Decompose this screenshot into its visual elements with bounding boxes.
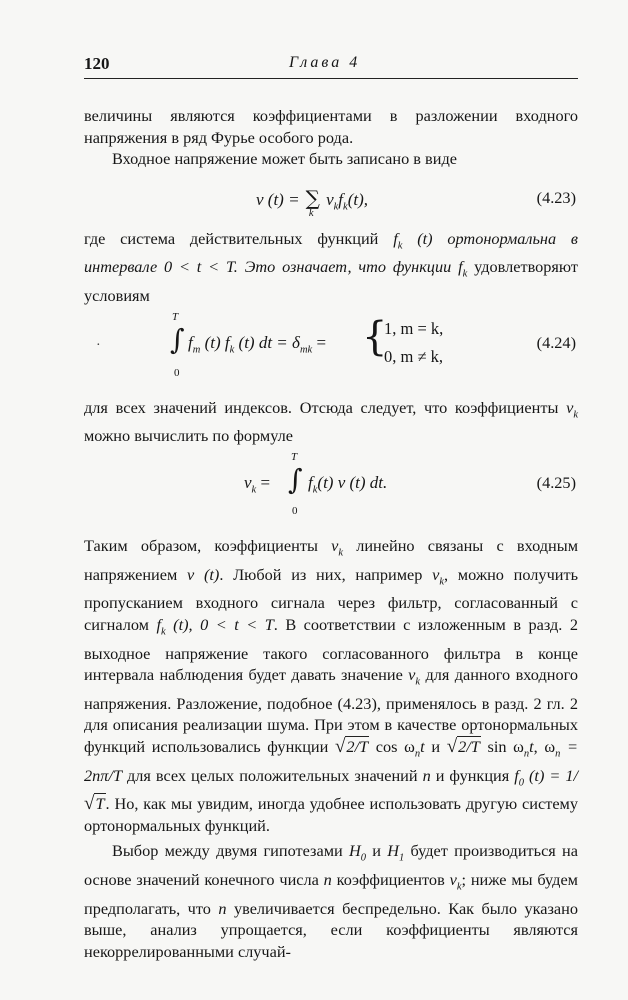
eq424-lower-limit: 0	[174, 366, 180, 379]
equation-number-4-23: (4.23)	[536, 187, 576, 207]
eq423-lhs: v (t) =	[256, 189, 300, 209]
eq423-v: v	[326, 189, 334, 209]
paragraph-4: для всех значений индексов. Отсюда следует, что коэффициенты $v_k$ можно вычислить по формуле	[84, 397, 578, 446]
equation-4-25: T ∫ 0 $v_k$ = $f_k(t)$ v (t) dt. (4.25)	[244, 450, 576, 517]
p3-fk: f	[393, 228, 398, 248]
paragraph-6: Выбор между двумя гипотезами $H_0$ и $H_1$ будет производиться на основе значений конечного числа n коэффициентов $v_k$; ниже мы будем предполагать, что n увеличивается беспредельно. Как было указано выше, анализ упрощается, если коэффициенты являются некоррелированными случай-	[84, 841, 579, 961]
paragraph-1: величины являются коэффициентами в разложении входного напряжения в ряд Фурье особого рода.	[84, 106, 578, 147]
equation-number-4-24: (4.24)	[536, 332, 576, 352]
print-speck: ·	[96, 338, 101, 353]
equation-4-24: T ∫ 0 $f_m$ (t) $f_k$ (t) dt = $\delta_{mk}$ = { 1, m = k, 0, m ≠ k, (4.24)	[170, 310, 576, 379]
brace: {	[362, 313, 388, 360]
eq423-tail: (t),	[347, 189, 368, 209]
integral-symbol: ∫	[170, 322, 185, 356]
eq424-upper-limit: T	[172, 310, 179, 323]
case-not-equal: 0, m ≠ k,	[384, 346, 444, 366]
integral-symbol-2: ∫	[288, 462, 303, 496]
eq423-f: f	[338, 189, 344, 209]
page-header	[84, 52, 578, 79]
eq423-sub-k: k	[333, 200, 339, 212]
page-number: 120	[84, 54, 110, 73]
sum-index: k	[308, 207, 314, 219]
case-equal: 1, m = k,	[384, 318, 444, 338]
equation-number-4-25: (4.25)	[536, 472, 576, 492]
eq423-sub-k2: k	[343, 200, 348, 212]
eq425-lower-limit: 0	[292, 504, 298, 517]
paragraph-3: где система действительных функций $f_k$ (t) ортонормальна в интервале 0 < t < T. Это означает, что функции $f_k$ удовлетворяют условиям	[84, 228, 579, 305]
running-title: Глава 4	[289, 54, 361, 71]
book-page	[84, 52, 578, 962]
paragraph-5: Таким образом, коэффициенты $v_k$ линейно связаны с входным напряжением v (t). Любой из них, например $v_k$, можно получить пропусканием входного сигнала через фильтр, согласованный с сигналом $f_k$ (t), 0 < t < T. В соответствии с изложенным в разд. 2 выходное напряжение такого согласованного фильтра в конце интервала наблюдения будет давать значение $v_k$ для данного входного напряжения. Разложение, подобное (4.23), применялось в разд. 2 гл. 2 для описания реализации шума. При этом в качестве ортонормальных функций использовались функции √2/T $\cos \omega_nt$ и √2/T $\sin \omega_nt$, $\omega_n = 2n\pi/T$ для всех целых положительных значений n и функция $f_0$ (t) = 1/√T. Но, как мы увидим, иногда удобнее использовать другую систему ортонормальных функций.	[84, 535, 579, 835]
equation-4-23	[84, 170, 578, 228]
paragraph-2: Входное напряжение может быть записано в виде	[112, 149, 457, 168]
eq425-upper-limit: T	[291, 450, 298, 463]
summation-symbol: ∑	[305, 185, 320, 210]
